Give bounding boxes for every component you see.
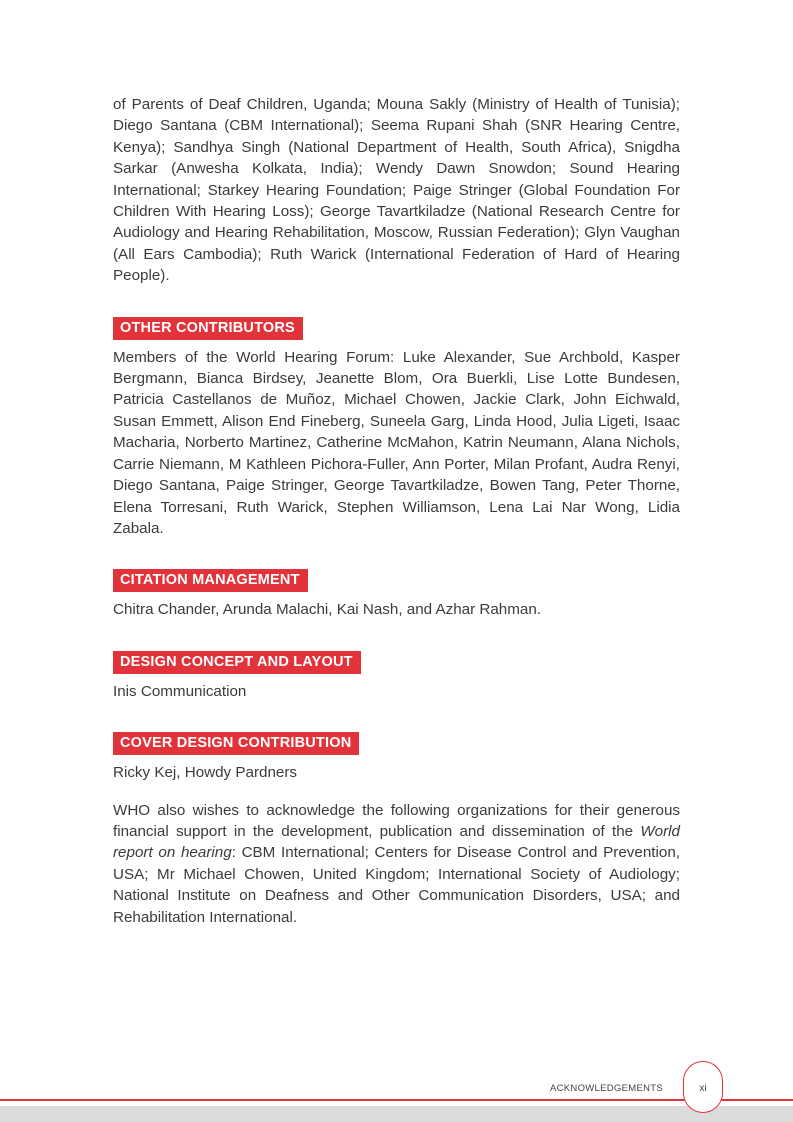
closing-text-end: : CBM International; Centers for Disease Control and Prevention, USA; Mr Michael Chowen, United Kingdom; International Society of Audiology; National Institute on Deafness and Other Communication Disorders, USA; and Rehabilitation International. bbox=[113, 844, 681, 926]
closing-text-start: WHO also wishes to acknowledge the following organizations for their generous financial support in the development, publication and dissemination of the bbox=[113, 801, 680, 840]
footer-bar bbox=[0, 1106, 793, 1122]
design-concept-text: Inis Communication bbox=[113, 682, 247, 700]
cover-design-heading: COVER DESIGN CONTRIBUTION bbox=[113, 732, 359, 755]
closing-paragraph bbox=[113, 800, 680, 928]
footer-section-label: ACKNOWLEDGEMENTS bbox=[549, 1083, 663, 1094]
page-number: xi bbox=[699, 1083, 707, 1094]
footer-rule-right bbox=[716, 1099, 793, 1101]
footer-rule-left bbox=[0, 1099, 690, 1101]
citation-management-text: Chitra Chander, Arunda Malachi, Kai Nash, and Azhar Rahman. bbox=[113, 601, 542, 619]
other-contributors-heading: OTHER CONTRIBUTORS bbox=[113, 317, 303, 340]
other-contributors-text: Members of the World Hearing Forum: Luke Alexander, Sue Archbold, Kasper Bergmann, Bianca Birdsey, Jeanette Blom, Ora Buerkli, Lise Lotte Bundesen, Patricia Castellanos de Muñoz, Michael Chowen, Jackie Clark, John Eichwald, Susan Emmett, Alison End Fineberg, Suneela Garg, Linda Hood, Julia Ligeti, Isaac Macharia, Norberto Martinez, Catherine McMahon, Katrin Neumann, Alana Nichols, Carrie Niemann, M Kathleen Pichora-Fuller, Ann Porter, Milan Profant, Audra Renyi, Diego Santana, Paige Stringer, George Tavartkiladze, Bowen Tang, Peter Thorne, Elena Torresani, Ruth Warick, Stephen Williamson, Lena Lai Nar Wong, Lidia Zabala. bbox=[113, 348, 680, 537]
report-title: World report on hearing bbox=[113, 822, 680, 862]
citation-management-heading: CITATION MANAGEMENT bbox=[113, 569, 308, 592]
design-concept-heading: DESIGN CONCEPT AND LAYOUT bbox=[113, 651, 361, 674]
cover-design-text: Ricky Kej, Howdy Pardners bbox=[113, 764, 298, 782]
intro-paragraph: of Parents of Deaf Children, Uganda; Mouna Sakly (Ministry of Health of Tunisia); Diego Santana (CBM International); Seema Rupani Shah (SNR Hearing Centre, Kenya); Sandhya Singh (National Department of Health, South Africa), Snigdha Sarkar (Anwesha Kolkata, India); Wendy Dawn Snowdon; Sound Hearing International; Starkey Hearing Foundation; Paige Stringer (Global Foundation For Children With Hearing Loss); George Tavartkiladze (National Research Centre for Audiology and Hearing Rehabilitation, Moscow, Russian Federation); Glyn Vaughan (All Ears Cambodia); Ruth Warick (International Federation of Hard of Hearing People). bbox=[113, 96, 680, 285]
page-content bbox=[113, 94, 680, 928]
